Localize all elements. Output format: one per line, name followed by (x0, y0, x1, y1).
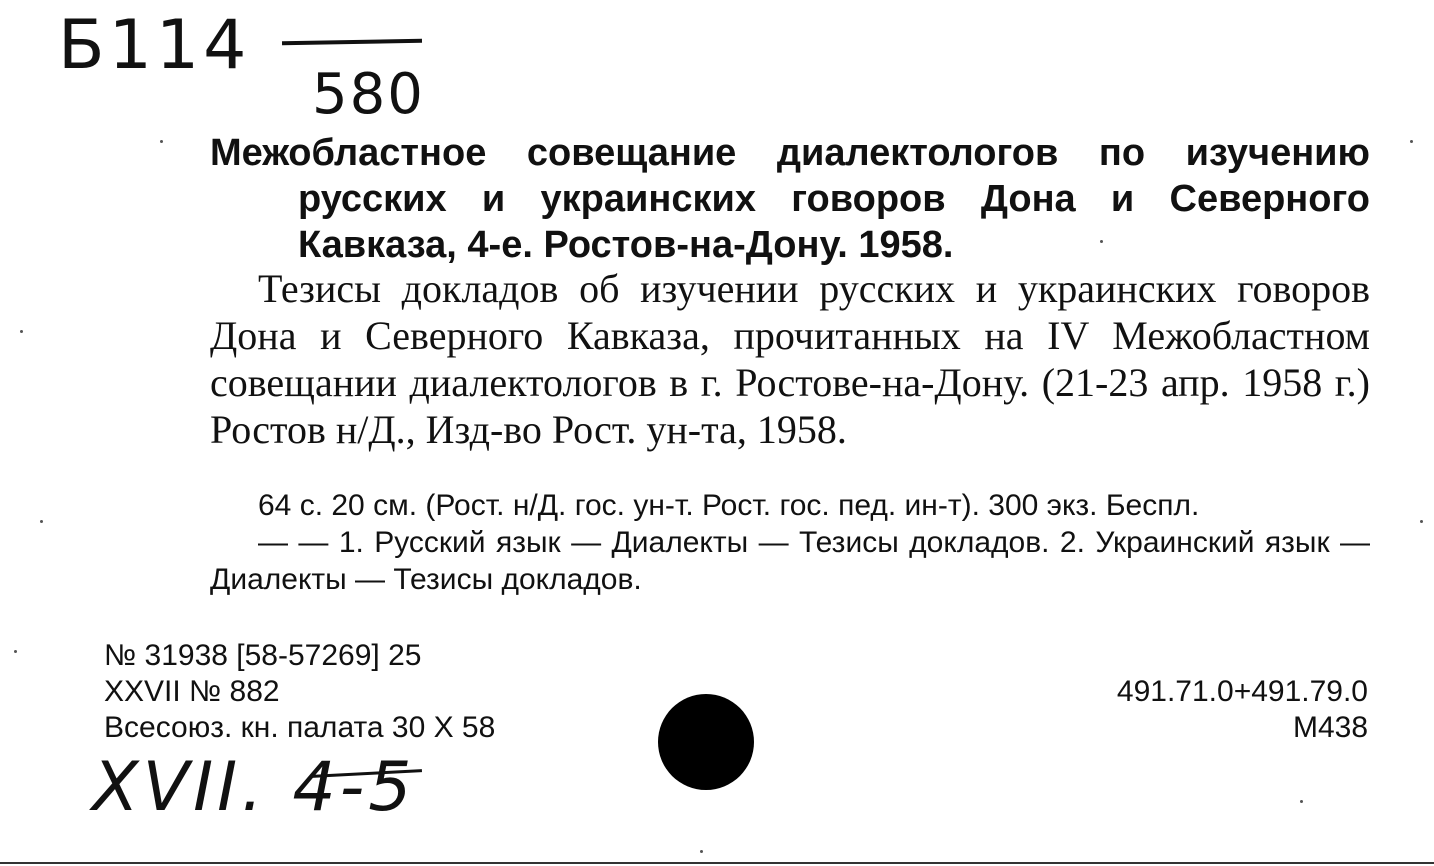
speck (1100, 240, 1103, 243)
call-number-divider (282, 39, 422, 45)
classification-info (1117, 674, 1368, 746)
speck (160, 140, 163, 143)
heading-continuation: русских и украинских говоров Дона и Северного Кавказа, 4-е. Ростов-на-Дону. 1958. (298, 178, 1370, 266)
registry-volume: XXVII № 882 (104, 675, 280, 708)
udc-index: 491.71.0+491.79.0 (1116, 675, 1368, 708)
speck (40, 520, 43, 523)
author-mark: М438 (1292, 711, 1368, 744)
heading-line-1: Межобластное совещание диалектологов по изучению (210, 132, 1370, 174)
speck (1300, 800, 1303, 803)
card-heading (210, 130, 1370, 268)
speck (20, 330, 23, 333)
call-number: Б114 (58, 6, 251, 85)
registry-number: № 31938 [58-57269] 25 (104, 639, 422, 672)
handwritten-note: XVII. 4-5 (92, 748, 416, 827)
physical-and-subjects (210, 487, 1370, 598)
punch-hole (658, 694, 754, 790)
speck (14, 650, 17, 653)
card-edge (0, 862, 1434, 864)
registry-info (104, 638, 495, 746)
subject-headings: — — 1. Русский язык — Диалекты — Тезисы докладов. 2. Украинский язык — Диалекты — Тезисы докладов. (210, 526, 1370, 596)
physical-description: 64 с. 20 см. (Рост. н/Д. гос. ун-т. Рост. гос. пед. ин-т). 300 экз. Беспл. (258, 489, 1200, 522)
registry-chamber: Всесоюз. кн. палата 30 X 58 (104, 711, 496, 744)
title-description: Тезисы докладов об изучении русских и украинских говоров Дона и Северного Кавказа, прочитанных на IV Межобластном совещании диалектологов в г. Ростове-на-Дону. (21-23 апр. 1958 г.) Ростов н/Д., Изд-во Рост. ун-та, 1958. (210, 266, 1370, 452)
speck (1410, 140, 1413, 143)
call-number-sub: 580 (312, 62, 425, 127)
speck (700, 850, 703, 853)
speck (1420, 520, 1423, 523)
